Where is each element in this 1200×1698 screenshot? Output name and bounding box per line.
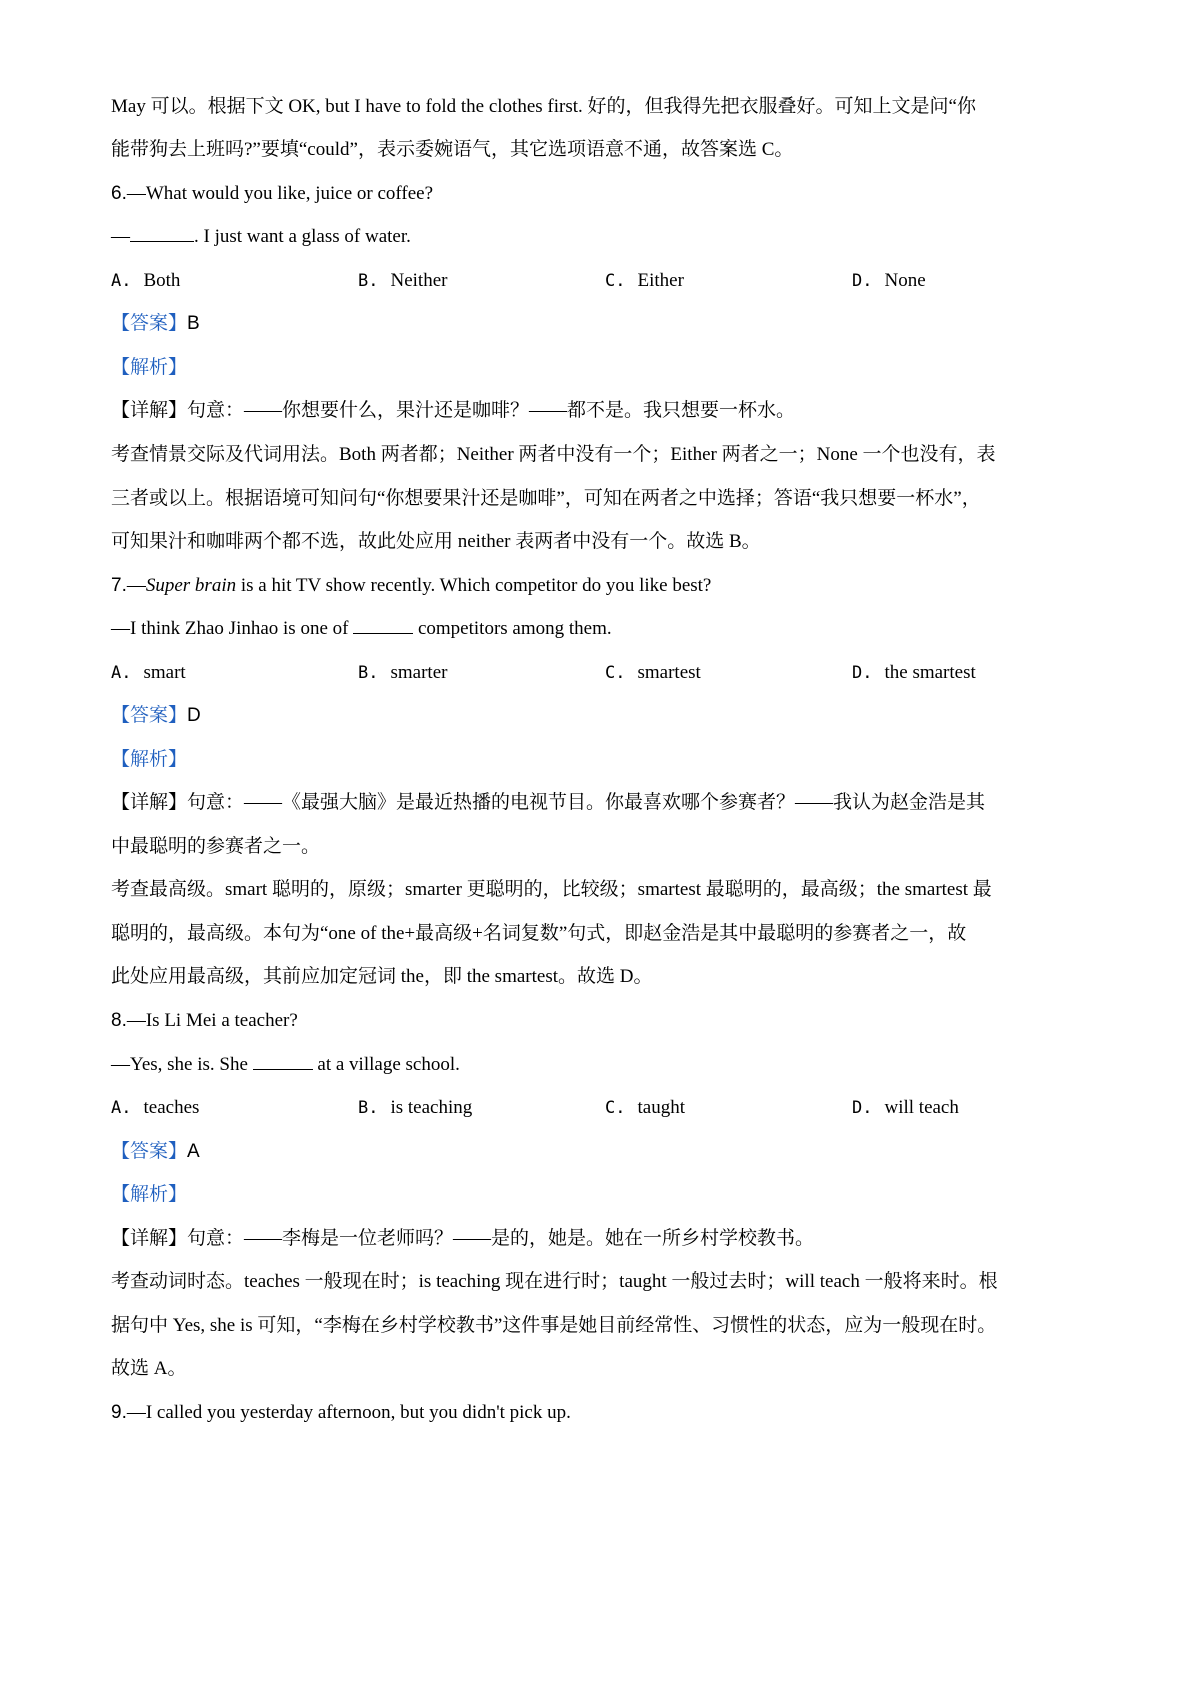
question-8-detail-line-3: 据句中 Yes, she is 可知，“李梅在乡村学校教书”这件事是她目前经常性、习惯性的状态，应为一般现在时。 xyxy=(111,1315,997,1336)
option-text: taught xyxy=(637,1097,685,1118)
answer-label: 【答案】 xyxy=(111,313,188,334)
answer-value: D xyxy=(187,705,201,726)
option-text: teaches xyxy=(143,1097,200,1118)
question-8-stem-text-3: at a village school. xyxy=(312,1054,460,1075)
question-7-analysis xyxy=(111,746,1101,774)
option-d xyxy=(852,659,976,687)
question-8-stem-text-2: —Yes, she is. She xyxy=(111,1054,253,1075)
question-9-stem-text: —I called you yesterday afternoon, but you didn't pick up. xyxy=(126,1402,571,1423)
answer-value: A xyxy=(187,1141,200,1162)
question-7-detail-line-4: 聪明的，最高级。本句为“one of the+最高级+名词复数”句式，即赵金浩是其中最聪明的参赛者之一，故 xyxy=(111,923,967,944)
answer-blank xyxy=(253,1053,313,1070)
question-7-detail-line-1 xyxy=(111,789,1101,817)
option-a xyxy=(111,659,186,687)
option-text: will teach xyxy=(884,1097,959,1118)
detail-label: 【详解】 xyxy=(111,400,188,421)
option-text: smarter xyxy=(390,662,448,683)
question-8-stem-line-1 xyxy=(111,1007,1101,1035)
option-b xyxy=(358,659,447,687)
option-text: Neither xyxy=(390,270,448,291)
detail-text: 句意：——《最强大脑》是最近热播的电视节目。你最喜欢哪个参赛者？——我认为赵金浩是其 xyxy=(187,792,986,813)
option-letter: C. xyxy=(605,663,626,683)
dash: — xyxy=(111,226,130,247)
question-6-answer xyxy=(111,310,1101,338)
option-letter: A. xyxy=(111,663,132,683)
question-8-detail-line-4: 故选 A。 xyxy=(111,1358,187,1379)
question-6-detail-line-4: 可知果汁和咖啡两个都不选，故此处应用 neither 表两者中没有一个。故选 B。 xyxy=(111,531,761,552)
option-b xyxy=(358,1094,472,1122)
option-text: the smartest xyxy=(884,662,976,683)
option-text: None xyxy=(884,270,926,291)
analysis-label: 【解析】 xyxy=(111,1184,188,1205)
question-8-stem-text: —Is Li Mei a teacher? xyxy=(126,1010,298,1031)
question-6-detail-line-2: 考查情景交际及代词用法。Both 两者都；Neither 两者中没有一个；Either 两者之一；None 一个也没有，表 xyxy=(111,444,996,465)
option-letter: A. xyxy=(111,1098,132,1118)
option-a xyxy=(111,267,180,295)
question-7-detail-line-5: 此处应用最高级，其前应加定冠词 the，即 the smartest。故选 D。 xyxy=(111,966,653,987)
question-6-stem-text: —What would you like, juice or coffee? xyxy=(126,183,434,204)
question-7-answer xyxy=(111,702,1101,730)
question-7-detail-line-2: 中最聪明的参赛者之一。 xyxy=(111,836,321,857)
question-number: 6. xyxy=(111,183,127,204)
answer-blank xyxy=(353,617,413,634)
question-6-analysis xyxy=(111,354,1101,382)
detail-text: 句意：——你想要什么，果汁还是咖啡？——都不是。我只想要一杯水。 xyxy=(187,400,796,421)
option-c xyxy=(605,267,684,295)
question-6-stem-line-2 xyxy=(111,223,1101,251)
question-7-stem-text-2: —I think Zhao Jinhao is one of xyxy=(111,618,354,639)
question-8-analysis xyxy=(111,1181,1101,1209)
question-7-stem-text: is a hit TV show recently. Which competitor do you like best? xyxy=(236,575,712,596)
option-letter: B. xyxy=(358,271,379,291)
option-letter: D. xyxy=(852,1098,873,1118)
analysis-label: 【解析】 xyxy=(111,357,188,378)
option-letter: B. xyxy=(358,663,379,683)
question-8-answer xyxy=(111,1138,1101,1166)
option-text: Either xyxy=(637,270,684,291)
option-a xyxy=(111,1094,199,1122)
question-9-stem-line-1 xyxy=(111,1399,1101,1427)
analysis-label: 【解析】 xyxy=(111,749,188,770)
option-b xyxy=(358,267,447,295)
question-8-detail-line-2: 考查动词时态。teaches 一般现在时；is teaching 现在进行时；taught 一般过去时；will teach 一般将来时。根 xyxy=(111,1271,998,1292)
question-7-options xyxy=(111,659,1101,687)
question-6-detail-line-3: 三者或以上。根据语境可知问句“你想要果汁还是咖啡”，可知在两者之中选择；答语“我只想要一杯水”， xyxy=(111,488,981,509)
intro-line-2: 能带狗去上班吗?”要填“could”，表示委婉语气，其它选项语意不通，故答案选 C。 xyxy=(111,139,794,160)
option-d xyxy=(852,1094,959,1122)
question-8-detail-line-1 xyxy=(111,1225,1101,1253)
option-d xyxy=(852,267,926,295)
option-letter: B. xyxy=(358,1098,379,1118)
answer-label: 【答案】 xyxy=(111,1141,188,1162)
option-letter: A. xyxy=(111,271,132,291)
option-letter: D. xyxy=(852,271,873,291)
option-letter: C. xyxy=(605,271,626,291)
option-letter: C. xyxy=(605,1098,626,1118)
question-6-detail-line-1 xyxy=(111,397,1101,425)
question-number: 9. xyxy=(111,1402,127,1423)
dash: — xyxy=(126,575,146,596)
intro-line-1: May 可以。根据下文 OK, but I have to fold the clothes first. 好的，但我得先把衣服叠好。可知上文是问“你 xyxy=(111,96,976,117)
detail-text: 句意：——李梅是一位老师吗？——是的，她是。她在一所乡村学校教书。 xyxy=(187,1228,815,1249)
answer-label: 【答案】 xyxy=(111,705,188,726)
option-c xyxy=(605,1094,685,1122)
option-text: smartest xyxy=(637,662,701,683)
option-c xyxy=(605,659,701,687)
question-8-stem-line-2 xyxy=(111,1051,1101,1079)
answer-value: B xyxy=(187,313,200,334)
question-7-detail-line-3: 考查最高级。smart 聪明的，原级；smarter 更聪明的，比较级；smartest 最聪明的，最高级；the smartest 最 xyxy=(111,879,992,900)
detail-label: 【详解】 xyxy=(111,792,188,813)
question-8-options xyxy=(111,1094,1101,1122)
option-letter: D. xyxy=(852,663,873,683)
option-text: Both xyxy=(143,270,181,291)
question-number: 8. xyxy=(111,1010,127,1031)
question-6-options xyxy=(111,267,1101,295)
option-text: is teaching xyxy=(390,1097,473,1118)
option-text: smart xyxy=(143,662,186,683)
question-6-stem-text-2: . I just want a glass of water. xyxy=(194,226,411,247)
question-7-stem-line-2 xyxy=(111,615,1101,643)
question-6-stem-line-1 xyxy=(111,180,1101,208)
question-7-stem-text-3: competitors among them. xyxy=(413,618,612,639)
question-7-stem-line-1 xyxy=(111,572,1101,600)
show-title: Super brain xyxy=(145,575,237,596)
question-number: 7. xyxy=(111,575,127,596)
answer-blank xyxy=(130,225,194,242)
detail-label: 【详解】 xyxy=(111,1228,188,1249)
